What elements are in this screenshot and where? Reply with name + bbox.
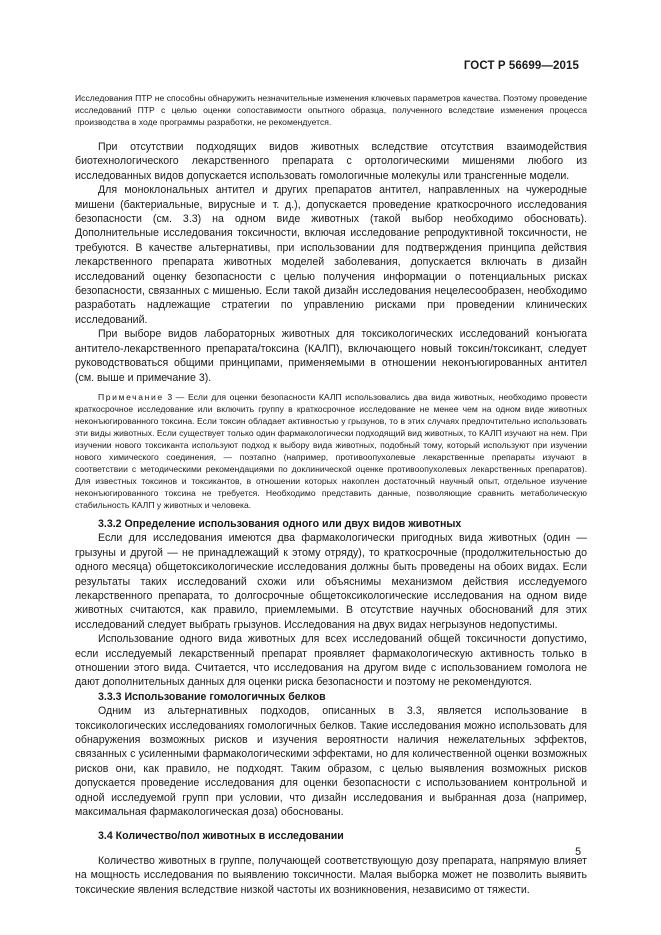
note-3 <box>75 391 587 511</box>
paragraph: При отсутствии подходящих видов животных вследствие отсутствия взаимодействия биотехнологического лекарственного препарата с ортологическими мишенями любого из исследованных видов допускается использовать гомологичные молекулы или трансгенные модели. <box>75 141 587 182</box>
note-label: Примечание <box>98 391 164 402</box>
page-content <box>75 92 587 897</box>
paragraph: Использование одного вида животных для всех исследований общей токсичности допустимо, если исследуемый лекарственный препарат проявляет фармакологическую активность только в отношении этого вида. Считается, что исследования на другом виде с использованием гомолога не дают дополнительных данных для оценки риска безопасности и поэтому не рекомендуются. <box>75 633 587 689</box>
note-text: 3 — Если для оценки безопасности КАЛП использовались два вида животных, необходимо провести краткосрочное исследование или включить группу в краткосрочное исследование не менее чем на одном виде животных неконъюгированного токсина. Если токсин обладает активностью у грызунов, то в этих случаях предпочтительно использовать эти виды животных. Если существует только один фармакологически подходящий вид животных, то КАЛП изучают на нем. При изучении нового токсиканта используют подход к выбору вида животных, подобный тому, который используют при изучении нового химического соединения, — поэтапно (например, противоопухолевые лекарственные препараты изучают в соответствии с методическими рекомендациями по доклинической оценке противоопухолевых лекарственных препаратов). Для известных токсинов и токсикантов, в отношении которых накоплен достаточный научный опыт, отдельное изучение неконъюгированного токсина не требуется. Необходимо представить данные, позволяющие сравнить метаболическую стабильность КАЛП у животных и человека. <box>75 391 587 510</box>
intro-note: Исследования ПТР не способны обнаружить незначительные изменения ключевых параметров качества. Поэтому проведение исследований ПТР с целью оценки сопоставимости опытного образца, полученного вследствие изменения процесса производства в ходе программы разработки, не рекомендуется. <box>75 93 587 127</box>
section-heading-3-4: 3.4 Количество/пол животных в исследовании <box>98 830 344 843</box>
section-heading-3-3-3: 3.3.3 Использование гомологичных белков <box>98 690 326 703</box>
paragraph: При выборе видов лабораторных животных для токсикологических исследований конъюгата антитело-лекарственного препарата/токсина (КАЛП), включающего новый токсин/токсикант, следует руководствоваться общими принципами, применяемыми в отношении неконъюгированных антител (см. выше и примечание 3). <box>75 328 587 384</box>
paragraph: Одним из альтернативных подходов, описанных в 3.3, является использование в токсикологических исследованиях гомологичных белков. Такие исследования можно использовать для обнаружения возможных рисков и изучения вероятности наличия нежелательных эффектов, связанных с усиленными фармакологическими эффектами, но для количественной оценки возможных рисков они, как правило, не подходят. Таким образом, с целью выявления возможных рисков допускается проведение исследования для оценки безопасности с использованием контрольной и одной исследуемой групп при условии, что дизайн исследования и выбранная доза (например, максимальная фармакологическая доза) обоснованы. <box>75 705 587 819</box>
page-number: 5 <box>575 846 581 858</box>
paragraph: Количество животных в группе, получающей соответствующую дозу препарата, напрямую влияет на мощность исследования по выявлению токсичности. Малая выборка может не позволить выявить токсические явления вследствие низкой частоты их возникновения, независимо от тяжести. <box>75 854 587 896</box>
document-code: ГОСТ Р 56699—2015 <box>463 60 579 72</box>
section-heading-3-3-2: 3.3.2 Определение использования одного или двух видов животных <box>98 517 462 530</box>
paragraph: Если для исследования имеются два фармакологически пригодных вида животных (один — грызуны и другой — не принадлежащий к этому отряду), то краткосрочные (продолжительностью до одного месяца) общетоксикологические исследования должны быть проведены на обоих видах. Если результаты таких исследований схожи или объяснимы механизмом действия исследуемого лекарственного препарата, то долгосрочные общетоксикологические исследования на одном виде животных считаются, как правило, приемлемыми. В отсутствие научных обоснований для этих исследований следует выбрать грызунов. Исследования на двух видах негрызунов недопустимы. <box>75 532 587 631</box>
paragraph: Для моноклональных антител и других препаратов антител, направленных на чужеродные мишени (бактериальные, вирусные и т. д.), допускается проведение краткосрочного исследования безопасности (см. 3.3) на одном виде животных (такой выбор необходимо обосновать). Дополнительные исследования токсичности, включая исследование репродуктивной токсичности, не требуются. В качестве альтернативы, при использовании для подтверждения принципа действия лекарственного препарата животных моделей заболевания, допускается включать в дизайн исследований оценку безопасности с целью получения информации о потенциальных рисках безопасности, связанных с мишенью. Если такой дизайн исследования нецелесообразен, необходимо разработать надлежащие стратегии по управлению рисками при проведении клинических исследований. <box>75 184 587 326</box>
